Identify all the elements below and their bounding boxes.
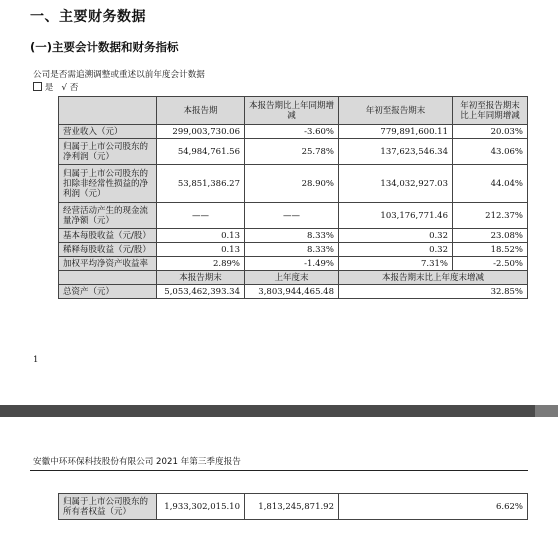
row-label: 归属于上市公司股东的扣除非经常性损益的净利润（元） <box>59 165 157 203</box>
table-cell: 137,623,546.34 <box>339 139 453 165</box>
table-cell: 54,984,761.56 <box>157 139 245 165</box>
table-cell: 134,032,927.03 <box>339 165 453 203</box>
page-separator-edge <box>535 405 558 417</box>
table-cell: 0.32 <box>339 243 453 257</box>
header-cell: 本报告期比上年同期增减 <box>245 97 339 125</box>
table-cell: 23.08% <box>453 229 528 243</box>
table-cell: -1.49% <box>245 257 339 271</box>
table-cell: 0.13 <box>157 243 245 257</box>
header-cell: 上年度末 <box>245 271 339 285</box>
row-label: 加权平均净资产收益率 <box>59 257 157 271</box>
table-row <box>59 203 528 229</box>
table-cell: 32.85% <box>339 285 528 299</box>
table-cell: 43.06% <box>453 139 528 165</box>
equity-table <box>58 493 528 520</box>
table-row <box>59 285 528 299</box>
header-cell: 年初至报告期末 <box>339 97 453 125</box>
table-cell: 7.31% <box>339 257 453 271</box>
table-row <box>59 125 528 139</box>
header-rule <box>30 470 528 471</box>
row-label: 经营活动产生的现金流量净额（元） <box>59 203 157 229</box>
table-cell: 299,003,730.06 <box>157 125 245 139</box>
row-label: 营业收入（元） <box>59 125 157 139</box>
row-label: 总资产（元） <box>59 285 157 299</box>
restate-question: 公司是否需追溯调整或重述以前年度会计数据 <box>33 70 205 80</box>
table-cell: 53,851,386.27 <box>157 165 245 203</box>
section-title: 一、主要财务数据 <box>30 9 146 25</box>
table-cell: 25.78% <box>245 139 339 165</box>
page-number: 1 <box>33 355 39 365</box>
option-yes-label: 是 <box>44 83 54 93</box>
report-header: 安徽中环环保科技股份有限公司 2021 年第三季度报告 <box>33 457 241 467</box>
row-label: 基本每股收益（元/股） <box>59 229 157 243</box>
table-cell: 212.37% <box>453 203 528 229</box>
header-cell <box>59 97 157 125</box>
table-cell: 8.33% <box>245 229 339 243</box>
header-cell: 本报告期末 <box>157 271 245 285</box>
table-cell: -2.50% <box>453 257 528 271</box>
table-cell: 0.13 <box>157 229 245 243</box>
table-row <box>59 494 528 520</box>
table-cell: 2.89% <box>157 257 245 271</box>
checkbox-yes[interactable] <box>33 82 42 91</box>
table-cell: 3,803,944,465.48 <box>245 285 339 299</box>
restate-options <box>33 81 78 93</box>
table-cell: 18.52% <box>453 243 528 257</box>
table-row <box>59 257 528 271</box>
table-row <box>59 243 528 257</box>
header-cell: 年初至报告期末比上年同期增减 <box>453 97 528 125</box>
table-cell: 28.90% <box>245 165 339 203</box>
header-cell <box>59 271 157 285</box>
header-cell: 本报告期末比上年度末增减 <box>339 271 528 285</box>
table-cell: 0.32 <box>339 229 453 243</box>
table-row <box>59 165 528 203</box>
row-label: 归属于上市公司股东的所有者权益（元） <box>59 494 157 520</box>
page-separator <box>0 405 558 417</box>
check-mark-icon: √ <box>61 83 68 93</box>
table-cell: 103,176,771.46 <box>339 203 453 229</box>
table-cell: 8.33% <box>245 243 339 257</box>
table-cell: 44.04% <box>453 165 528 203</box>
table-header-row <box>59 97 528 125</box>
row-label: 归属于上市公司股东的净利润（元） <box>59 139 157 165</box>
table-cell: 6.62% <box>339 494 528 520</box>
table-subheader-row <box>59 271 528 285</box>
table-cell: 20.03% <box>453 125 528 139</box>
row-label: 稀释每股收益（元/股） <box>59 243 157 257</box>
table-cell: 1,933,302,015.10 <box>157 494 245 520</box>
table-cell: -3.60% <box>245 125 339 139</box>
subsection-title: (一)主要会计数据和财务指标 <box>30 40 179 54</box>
header-cell: 本报告期 <box>157 97 245 125</box>
table-cell: 779,891,600.11 <box>339 125 453 139</box>
table-cell: 1,813,245,871.92 <box>245 494 339 520</box>
financial-data-table <box>58 96 528 299</box>
table-row <box>59 139 528 165</box>
table-row <box>59 229 528 243</box>
option-no-label: 否 <box>69 83 79 93</box>
table-cell: —— <box>245 203 339 229</box>
table-cell: —— <box>157 203 245 229</box>
table-cell: 5,053,462,393.34 <box>157 285 245 299</box>
